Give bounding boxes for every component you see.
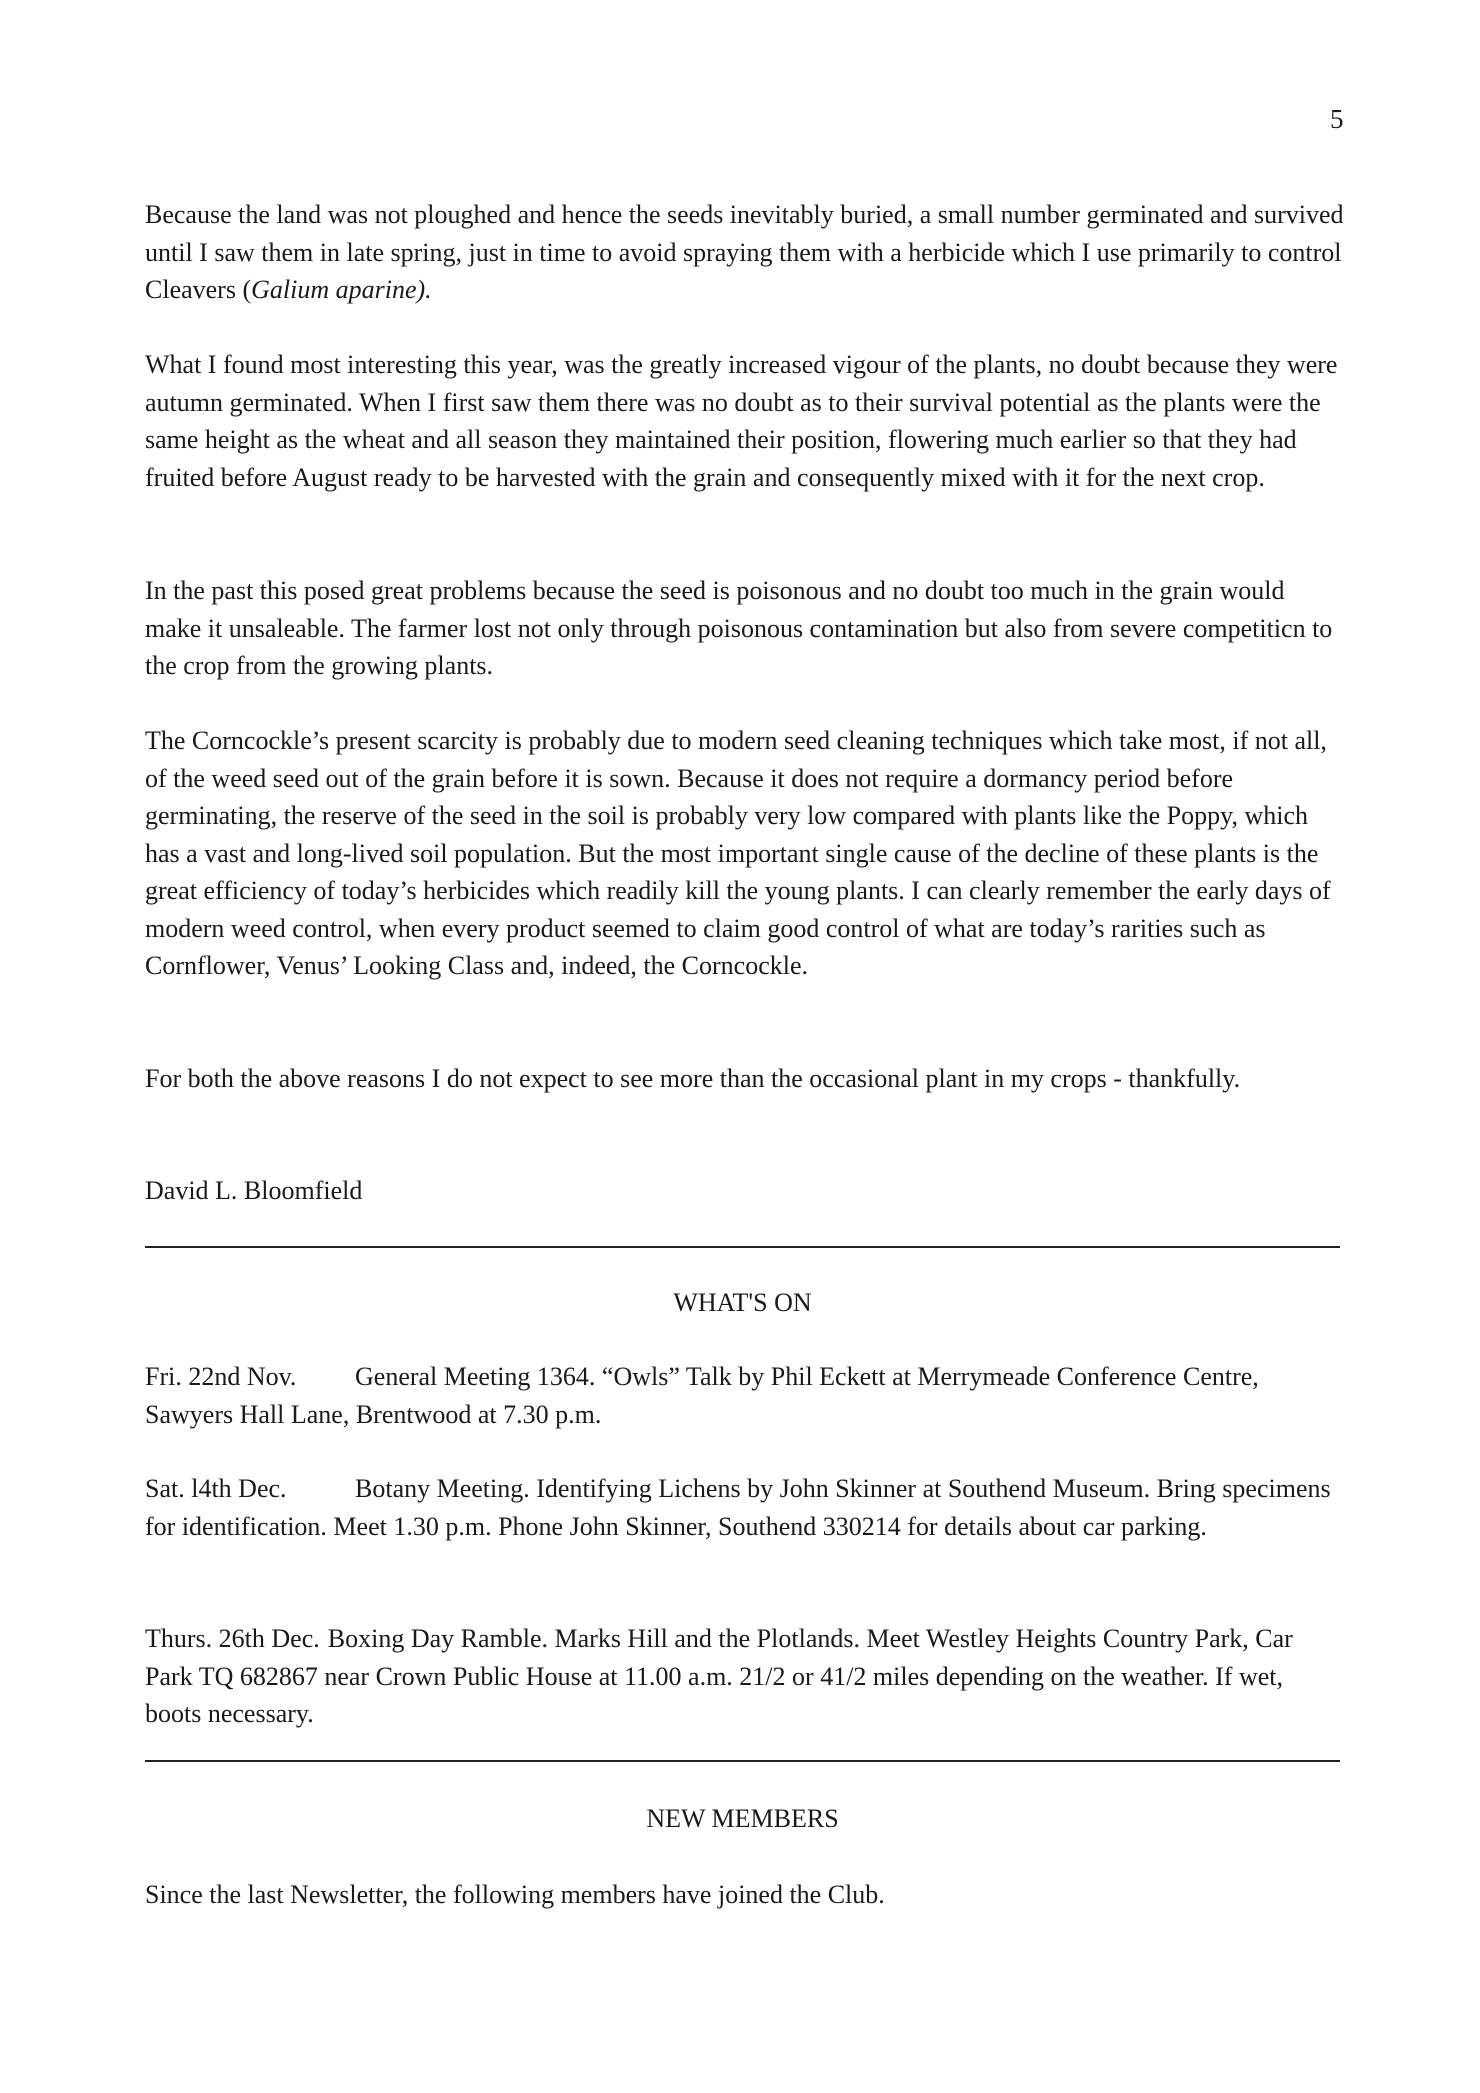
article-paragraph-5: For both the above reasons I do not expect to see more than the occasional plant in my crops - thankfully. [145, 1064, 1241, 1093]
article-paragraph-3: In the past this posed great problems because the seed is poisonous and no doubt too much in the grain would make it unsaleable. The farmer lost not only through poisonous contamination but also from severe competiticn to the crop from the growing plants. [145, 576, 1333, 680]
event-date: Fri. 22nd Nov. [145, 1362, 297, 1391]
event-date: Thurs. 26th Dec. [145, 1624, 320, 1653]
new-members-text: Since the last Newsletter, the following members have joined the Club. [145, 1880, 885, 1909]
section-divider [145, 1760, 1340, 1762]
section-divider [145, 1246, 1340, 1248]
event-description: General Meeting 1364. “Owls” Talk by Phil Eckett at Merrymeade Conference Centre, Sawyers Hall Lane, Brentwood at 7.30 p.m. [145, 1362, 1259, 1429]
whats-on-heading: WHAT'S ON [673, 1288, 812, 1317]
event-description: Boxing Day Ramble. Marks Hill and the Plotlands. Meet Westley Heights Country Park, Car Park TQ 682867 near Crown Public House at 11.00 a.m. 21/2 or 41/2 miles depending on the weather. If wet, boots necessary. [145, 1624, 1293, 1728]
botanical-name: Galium aparine). [251, 275, 432, 304]
page-number: 5 [1330, 104, 1344, 134]
event-item [145, 1358, 1345, 1433]
event-item [145, 1620, 1345, 1733]
event-item [145, 1470, 1345, 1545]
event-description: Botany Meeting. Identifying Lichens by John Skinner at Southend Museum. Bring specimens for identification. Meet 1.30 p.m. Phone John Skinner, Southend 330214 for details about car parking. [145, 1474, 1331, 1541]
article-paragraph-2: What I found most interesting this year, was the greatly increased vigour of the plants, no doubt because they were autumn germinated. When I first saw them there was no doubt as to their survival potential as the plants were the same height as the wheat and all season they maintained their position, flowering much earlier so that they had fruited before August ready to be harvested with the grain and consequently mixed with it for the next crop. [145, 350, 1338, 492]
article-paragraph-1-text: Because the land was not ploughed and hence the seeds inevitably buried, a small number germinated and survived until I saw them in late spring, just in time to avoid spraying them with a herbicide which I use primarily to control Cleavers ( [145, 200, 1344, 304]
article-paragraph-1 [145, 196, 1345, 309]
article-paragraph-4: The Corncockle’s present scarcity is probably due to modern seed cleaning techniques which take most, if not all, of the weed seed out of the grain before it is sown. Because it does not require a dormancy period before germinating, the reserve of the seed in the soil is probably very low compared with plants like the Poppy, which has a vast and long-lived soil population. But the most important single cause of the decline of these plants is the great efficiency of today’s herbicides which readily kill the young plants. I can clearly remember the early days of modern weed control, when every product seemed to claim good control of what are today’s rarities such as Cornflower, Venus’ Looking Class and, indeed, the Corncockle. [145, 726, 1331, 980]
event-date: Sat. l4th Dec. [145, 1474, 287, 1503]
article-author: David L. Bloomfield [145, 1176, 363, 1205]
new-members-heading: NEW MEMBERS [646, 1804, 839, 1833]
